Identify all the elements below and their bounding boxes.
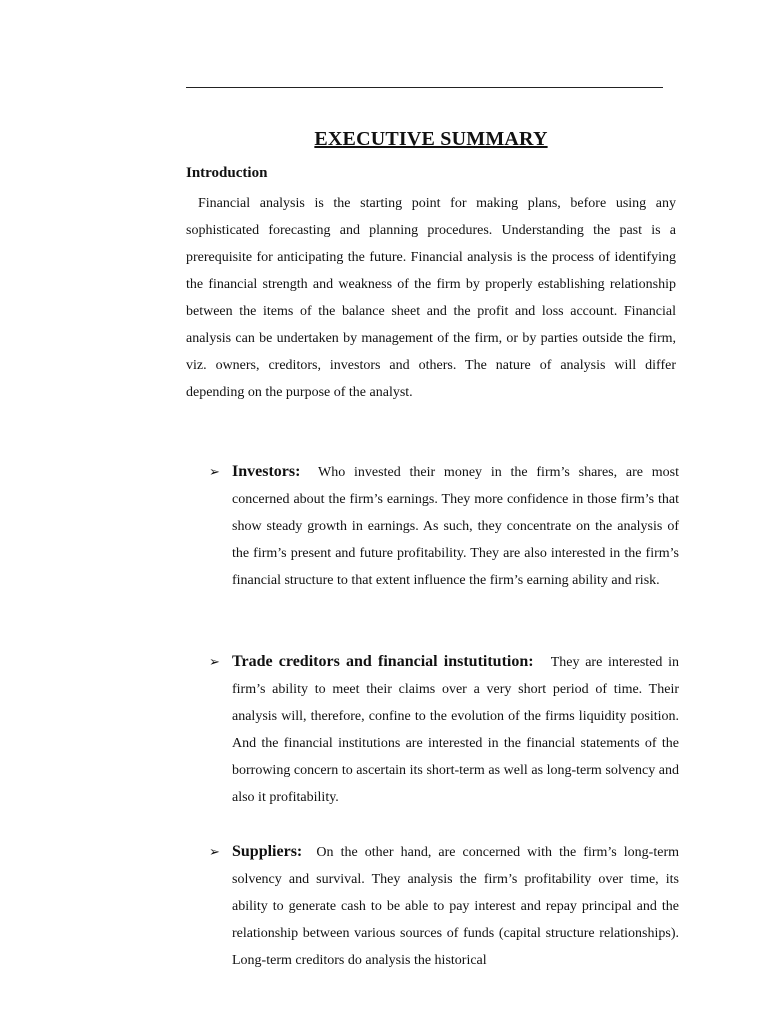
section-heading: Introduction — [186, 165, 268, 181]
bullet-item-trade-creditors — [209, 648, 679, 811]
bullet-text: On the other hand, are concerned with the firm’s long-term solvency and survival. They analysis the firm’s profitability over time, its ability to generate cash to be able to pay interest and repay principal and the relationship between various sources of funds (capital structure relationships). Long-term creditors do analysis the historical — [232, 845, 680, 968]
bullet-item-suppliers — [209, 838, 679, 974]
bullet-text: They are interested in firm’s ability to meet their claims over a very short period of time. Their analysis will, therefore, confine to the evolution of the firms liquidity position. And the financial institutions are interested in the financial statements of the borrowing concern to ascertain its short-term as well as long-term solvency and also it profitability. — [232, 655, 680, 805]
header-rule — [186, 87, 663, 88]
bullet-heading: Investors: — [232, 463, 301, 480]
arrow-bullet-icon: ➢ — [209, 654, 220, 669]
bullet-heading: Trade creditors and financial instutitution: — [232, 653, 534, 670]
intro-paragraph: Financial analysis is the starting point for making plans, before using any sophisticated forecasting and planning procedures. Understanding the past is a prerequisite for anticipating the future. Financial analysis is the process of identifying the financial strength and weakness of the firm by properly establishing relationship between the items of the balance sheet and the profit and loss account. Financial analysis can be undertaken by management of the firm, or by parties outside the firm, viz. owners, creditors, investors and others. The nature of analysis will differ depending on the purpose of the analyst. — [186, 196, 676, 400]
bullet-item-investors — [209, 458, 679, 594]
page-title: EXECUTIVE SUMMARY — [314, 128, 548, 150]
bullet-body — [232, 458, 679, 594]
arrow-bullet-icon: ➢ — [209, 844, 220, 859]
bullet-heading: Suppliers: — [232, 843, 303, 860]
bullet-text: Who invested their money in the firm’s shares, are most concerned about the firm’s earnings. They more confidence in those firm’s that show steady growth in earnings. As such, they concentrate on the analysis of the firm’s present and future profitability. They are also interested in the firm’s financial structure to that extent influence the firm’s earning ability and risk. — [232, 465, 680, 588]
bullet-body — [232, 648, 679, 811]
bullet-body — [232, 838, 679, 974]
arrow-bullet-icon: ➢ — [209, 464, 220, 479]
